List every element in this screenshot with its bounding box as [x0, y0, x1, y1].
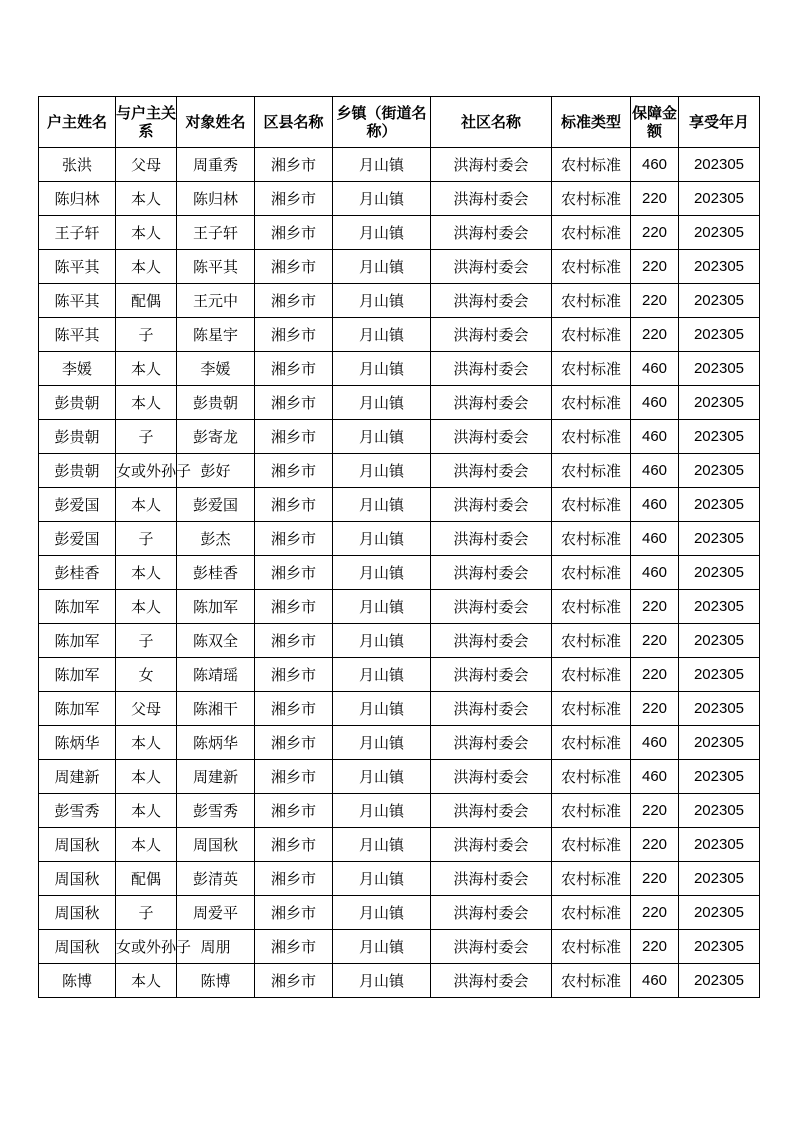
cell-community-name: 洪海村委会 — [431, 352, 552, 386]
cell-recipient-name: 彭爱国 — [177, 488, 255, 522]
cell-county-name: 湘乡市 — [255, 250, 333, 284]
cell-standard-type: 农村标准 — [552, 250, 631, 284]
table-row — [39, 318, 760, 352]
table-row — [39, 658, 760, 692]
column-header-recipient-name: 对象姓名 — [177, 97, 255, 148]
table-body — [39, 148, 760, 998]
cell-relation-to-householder: 女或外孙子 — [116, 930, 177, 964]
cell-county-name: 湘乡市 — [255, 862, 333, 896]
cell-recipient-name: 陈湘干 — [177, 692, 255, 726]
cell-allowance-amount: 460 — [631, 522, 679, 556]
cell-benefit-month: 202305 — [679, 148, 760, 182]
cell-township-name: 月山镇 — [333, 624, 431, 658]
cell-allowance-amount: 220 — [631, 896, 679, 930]
cell-township-name: 月山镇 — [333, 182, 431, 216]
cell-allowance-amount: 220 — [631, 624, 679, 658]
cell-standard-type: 农村标准 — [552, 658, 631, 692]
cell-benefit-month: 202305 — [679, 352, 760, 386]
column-header-standard-type: 标准类型 — [552, 97, 631, 148]
cell-community-name: 洪海村委会 — [431, 386, 552, 420]
cell-county-name: 湘乡市 — [255, 726, 333, 760]
cell-householder-name: 彭贵朝 — [39, 420, 116, 454]
cell-relation-to-householder: 配偶 — [116, 284, 177, 318]
cell-county-name: 湘乡市 — [255, 522, 333, 556]
cell-recipient-name: 周建新 — [177, 760, 255, 794]
table-row — [39, 250, 760, 284]
assistance-roster-table — [38, 96, 760, 998]
cell-county-name: 湘乡市 — [255, 930, 333, 964]
table-header — [39, 97, 760, 148]
cell-relation-to-householder: 本人 — [116, 488, 177, 522]
cell-county-name: 湘乡市 — [255, 318, 333, 352]
cell-standard-type: 农村标准 — [552, 726, 631, 760]
cell-township-name: 月山镇 — [333, 318, 431, 352]
cell-relation-to-householder: 子 — [116, 624, 177, 658]
column-header-allowance-amount: 保障金额 — [631, 97, 679, 148]
cell-recipient-name: 陈炳华 — [177, 726, 255, 760]
cell-recipient-name: 周国秋 — [177, 828, 255, 862]
table-row — [39, 352, 760, 386]
cell-recipient-name: 陈双全 — [177, 624, 255, 658]
cell-relation-to-householder: 本人 — [116, 182, 177, 216]
cell-standard-type: 农村标准 — [552, 556, 631, 590]
cell-benefit-month: 202305 — [679, 454, 760, 488]
cell-allowance-amount: 220 — [631, 182, 679, 216]
cell-community-name: 洪海村委会 — [431, 454, 552, 488]
cell-county-name: 湘乡市 — [255, 692, 333, 726]
cell-county-name: 湘乡市 — [255, 454, 333, 488]
cell-allowance-amount: 220 — [631, 216, 679, 250]
cell-community-name: 洪海村委会 — [431, 658, 552, 692]
cell-allowance-amount: 460 — [631, 488, 679, 522]
column-header-county-name: 区县名称 — [255, 97, 333, 148]
cell-householder-name: 陈博 — [39, 964, 116, 998]
cell-benefit-month: 202305 — [679, 726, 760, 760]
cell-recipient-name: 周重秀 — [177, 148, 255, 182]
cell-county-name: 湘乡市 — [255, 148, 333, 182]
cell-householder-name: 彭贵朝 — [39, 386, 116, 420]
cell-recipient-name: 陈平其 — [177, 250, 255, 284]
cell-recipient-name: 陈加军 — [177, 590, 255, 624]
table-row — [39, 556, 760, 590]
cell-township-name: 月山镇 — [333, 386, 431, 420]
cell-allowance-amount: 460 — [631, 760, 679, 794]
cell-recipient-name: 周爱平 — [177, 896, 255, 930]
cell-benefit-month: 202305 — [679, 862, 760, 896]
cell-householder-name: 张洪 — [39, 148, 116, 182]
cell-standard-type: 农村标准 — [552, 760, 631, 794]
cell-benefit-month: 202305 — [679, 658, 760, 692]
cell-benefit-month: 202305 — [679, 420, 760, 454]
cell-county-name: 湘乡市 — [255, 420, 333, 454]
cell-township-name: 月山镇 — [333, 556, 431, 590]
cell-householder-name: 彭贵朝 — [39, 454, 116, 488]
cell-township-name: 月山镇 — [333, 964, 431, 998]
table-row — [39, 896, 760, 930]
cell-recipient-name: 王子轩 — [177, 216, 255, 250]
cell-relation-to-householder: 本人 — [116, 250, 177, 284]
cell-township-name: 月山镇 — [333, 284, 431, 318]
cell-benefit-month: 202305 — [679, 318, 760, 352]
cell-standard-type: 农村标准 — [552, 318, 631, 352]
cell-benefit-month: 202305 — [679, 522, 760, 556]
cell-township-name: 月山镇 — [333, 726, 431, 760]
cell-county-name: 湘乡市 — [255, 182, 333, 216]
cell-benefit-month: 202305 — [679, 896, 760, 930]
cell-benefit-month: 202305 — [679, 692, 760, 726]
cell-standard-type: 农村标准 — [552, 522, 631, 556]
cell-relation-to-householder: 父母 — [116, 692, 177, 726]
header-row — [39, 97, 760, 148]
cell-benefit-month: 202305 — [679, 590, 760, 624]
cell-householder-name: 陈加军 — [39, 624, 116, 658]
cell-recipient-name: 彭贵朝 — [177, 386, 255, 420]
cell-benefit-month: 202305 — [679, 760, 760, 794]
table-row — [39, 216, 760, 250]
cell-relation-to-householder: 子 — [116, 896, 177, 930]
cell-standard-type: 农村标准 — [552, 930, 631, 964]
cell-township-name: 月山镇 — [333, 590, 431, 624]
table-row — [39, 794, 760, 828]
cell-community-name: 洪海村委会 — [431, 726, 552, 760]
table-row — [39, 726, 760, 760]
cell-township-name: 月山镇 — [333, 862, 431, 896]
cell-householder-name: 彭爱国 — [39, 488, 116, 522]
cell-benefit-month: 202305 — [679, 488, 760, 522]
cell-county-name: 湘乡市 — [255, 624, 333, 658]
table-row — [39, 692, 760, 726]
cell-householder-name: 陈加军 — [39, 658, 116, 692]
cell-county-name: 湘乡市 — [255, 556, 333, 590]
table-row — [39, 284, 760, 318]
column-header-community-name: 社区名称 — [431, 97, 552, 148]
cell-township-name: 月山镇 — [333, 216, 431, 250]
cell-county-name: 湘乡市 — [255, 352, 333, 386]
cell-county-name: 湘乡市 — [255, 828, 333, 862]
cell-standard-type: 农村标准 — [552, 386, 631, 420]
cell-county-name: 湘乡市 — [255, 794, 333, 828]
cell-householder-name: 周国秋 — [39, 930, 116, 964]
cell-benefit-month: 202305 — [679, 794, 760, 828]
cell-allowance-amount: 460 — [631, 148, 679, 182]
cell-relation-to-householder: 本人 — [116, 216, 177, 250]
cell-township-name: 月山镇 — [333, 930, 431, 964]
cell-householder-name: 周建新 — [39, 760, 116, 794]
cell-standard-type: 农村标准 — [552, 964, 631, 998]
cell-relation-to-householder: 本人 — [116, 726, 177, 760]
cell-allowance-amount: 460 — [631, 726, 679, 760]
cell-recipient-name: 陈归林 — [177, 182, 255, 216]
cell-householder-name: 陈平其 — [39, 284, 116, 318]
column-header-township-name: 乡镇（街道名称） — [333, 97, 431, 148]
cell-standard-type: 农村标准 — [552, 420, 631, 454]
cell-township-name: 月山镇 — [333, 692, 431, 726]
cell-householder-name: 陈平其 — [39, 250, 116, 284]
cell-standard-type: 农村标准 — [552, 896, 631, 930]
cell-township-name: 月山镇 — [333, 828, 431, 862]
cell-recipient-name: 陈靖瑶 — [177, 658, 255, 692]
cell-relation-to-householder: 本人 — [116, 760, 177, 794]
cell-relation-to-householder: 本人 — [116, 828, 177, 862]
cell-standard-type: 农村标准 — [552, 590, 631, 624]
cell-benefit-month: 202305 — [679, 182, 760, 216]
cell-allowance-amount: 460 — [631, 352, 679, 386]
cell-community-name: 洪海村委会 — [431, 794, 552, 828]
cell-benefit-month: 202305 — [679, 828, 760, 862]
cell-recipient-name: 陈博 — [177, 964, 255, 998]
cell-recipient-name: 彭寄龙 — [177, 420, 255, 454]
cell-relation-to-householder: 子 — [116, 522, 177, 556]
cell-community-name: 洪海村委会 — [431, 624, 552, 658]
cell-relation-to-householder: 本人 — [116, 964, 177, 998]
cell-allowance-amount: 220 — [631, 250, 679, 284]
cell-benefit-month: 202305 — [679, 556, 760, 590]
cell-benefit-month: 202305 — [679, 284, 760, 318]
cell-benefit-month: 202305 — [679, 964, 760, 998]
table-row — [39, 182, 760, 216]
table-row — [39, 930, 760, 964]
cell-township-name: 月山镇 — [333, 658, 431, 692]
cell-benefit-month: 202305 — [679, 930, 760, 964]
cell-relation-to-householder: 本人 — [116, 794, 177, 828]
cell-householder-name: 陈归林 — [39, 182, 116, 216]
cell-householder-name: 王子轩 — [39, 216, 116, 250]
cell-community-name: 洪海村委会 — [431, 760, 552, 794]
cell-relation-to-householder: 女或外孙子 — [116, 454, 177, 488]
table-row — [39, 590, 760, 624]
cell-recipient-name: 彭清英 — [177, 862, 255, 896]
column-header-householder-name: 户主姓名 — [39, 97, 116, 148]
cell-county-name: 湘乡市 — [255, 284, 333, 318]
cell-householder-name: 彭桂香 — [39, 556, 116, 590]
cell-householder-name: 彭雪秀 — [39, 794, 116, 828]
cell-recipient-name: 周朋 — [177, 930, 255, 964]
cell-township-name: 月山镇 — [333, 352, 431, 386]
cell-community-name: 洪海村委会 — [431, 828, 552, 862]
cell-householder-name: 陈加军 — [39, 590, 116, 624]
cell-standard-type: 农村标准 — [552, 828, 631, 862]
table-row — [39, 862, 760, 896]
cell-householder-name: 陈平其 — [39, 318, 116, 352]
cell-community-name: 洪海村委会 — [431, 216, 552, 250]
cell-allowance-amount: 220 — [631, 284, 679, 318]
cell-allowance-amount: 460 — [631, 454, 679, 488]
cell-community-name: 洪海村委会 — [431, 420, 552, 454]
cell-community-name: 洪海村委会 — [431, 250, 552, 284]
cell-householder-name: 周国秋 — [39, 862, 116, 896]
cell-county-name: 湘乡市 — [255, 386, 333, 420]
cell-township-name: 月山镇 — [333, 250, 431, 284]
cell-householder-name: 陈加军 — [39, 692, 116, 726]
cell-allowance-amount: 220 — [631, 828, 679, 862]
cell-benefit-month: 202305 — [679, 624, 760, 658]
cell-standard-type: 农村标准 — [552, 692, 631, 726]
cell-community-name: 洪海村委会 — [431, 522, 552, 556]
table-row — [39, 454, 760, 488]
cell-county-name: 湘乡市 — [255, 488, 333, 522]
cell-community-name: 洪海村委会 — [431, 556, 552, 590]
cell-allowance-amount: 220 — [631, 862, 679, 896]
cell-county-name: 湘乡市 — [255, 658, 333, 692]
table-row — [39, 148, 760, 182]
cell-allowance-amount: 220 — [631, 658, 679, 692]
cell-allowance-amount: 220 — [631, 590, 679, 624]
cell-relation-to-householder: 本人 — [116, 590, 177, 624]
cell-community-name: 洪海村委会 — [431, 488, 552, 522]
cell-community-name: 洪海村委会 — [431, 148, 552, 182]
cell-township-name: 月山镇 — [333, 488, 431, 522]
table-row — [39, 964, 760, 998]
cell-recipient-name: 李媛 — [177, 352, 255, 386]
cell-community-name: 洪海村委会 — [431, 692, 552, 726]
cell-standard-type: 农村标准 — [552, 454, 631, 488]
cell-township-name: 月山镇 — [333, 454, 431, 488]
column-header-relation-to-householder: 与户主关系 — [116, 97, 177, 148]
column-header-benefit-month: 享受年月 — [679, 97, 760, 148]
cell-recipient-name: 王元中 — [177, 284, 255, 318]
cell-standard-type: 农村标准 — [552, 488, 631, 522]
cell-relation-to-householder: 子 — [116, 420, 177, 454]
cell-benefit-month: 202305 — [679, 386, 760, 420]
cell-recipient-name: 彭杰 — [177, 522, 255, 556]
cell-allowance-amount: 460 — [631, 386, 679, 420]
cell-householder-name: 彭爱国 — [39, 522, 116, 556]
cell-community-name: 洪海村委会 — [431, 862, 552, 896]
cell-allowance-amount: 220 — [631, 318, 679, 352]
cell-allowance-amount: 220 — [631, 692, 679, 726]
table-row — [39, 522, 760, 556]
cell-community-name: 洪海村委会 — [431, 284, 552, 318]
cell-recipient-name: 彭好 — [177, 454, 255, 488]
cell-householder-name: 李媛 — [39, 352, 116, 386]
cell-township-name: 月山镇 — [333, 760, 431, 794]
cell-township-name: 月山镇 — [333, 420, 431, 454]
cell-relation-to-householder: 配偶 — [116, 862, 177, 896]
cell-relation-to-householder: 父母 — [116, 148, 177, 182]
cell-recipient-name: 彭雪秀 — [177, 794, 255, 828]
table-row — [39, 828, 760, 862]
cell-benefit-month: 202305 — [679, 216, 760, 250]
cell-allowance-amount: 220 — [631, 930, 679, 964]
cell-allowance-amount: 220 — [631, 794, 679, 828]
cell-standard-type: 农村标准 — [552, 624, 631, 658]
table-row — [39, 386, 760, 420]
cell-community-name: 洪海村委会 — [431, 318, 552, 352]
cell-county-name: 湘乡市 — [255, 964, 333, 998]
cell-township-name: 月山镇 — [333, 148, 431, 182]
cell-county-name: 湘乡市 — [255, 216, 333, 250]
cell-community-name: 洪海村委会 — [431, 930, 552, 964]
cell-householder-name: 陈炳华 — [39, 726, 116, 760]
cell-householder-name: 周国秋 — [39, 896, 116, 930]
cell-relation-to-householder: 本人 — [116, 556, 177, 590]
cell-community-name: 洪海村委会 — [431, 182, 552, 216]
cell-relation-to-householder: 女 — [116, 658, 177, 692]
cell-allowance-amount: 460 — [631, 964, 679, 998]
cell-township-name: 月山镇 — [333, 522, 431, 556]
cell-county-name: 湘乡市 — [255, 590, 333, 624]
table-row — [39, 488, 760, 522]
cell-standard-type: 农村标准 — [552, 794, 631, 828]
cell-recipient-name: 陈星宇 — [177, 318, 255, 352]
cell-standard-type: 农村标准 — [552, 182, 631, 216]
cell-township-name: 月山镇 — [333, 896, 431, 930]
cell-standard-type: 农村标准 — [552, 148, 631, 182]
cell-relation-to-householder: 本人 — [116, 352, 177, 386]
cell-standard-type: 农村标准 — [552, 284, 631, 318]
cell-allowance-amount: 460 — [631, 556, 679, 590]
cell-standard-type: 农村标准 — [552, 862, 631, 896]
cell-county-name: 湘乡市 — [255, 896, 333, 930]
cell-relation-to-householder: 本人 — [116, 386, 177, 420]
table-row — [39, 760, 760, 794]
table-row — [39, 420, 760, 454]
cell-recipient-name: 彭桂香 — [177, 556, 255, 590]
cell-community-name: 洪海村委会 — [431, 896, 552, 930]
cell-benefit-month: 202305 — [679, 250, 760, 284]
cell-community-name: 洪海村委会 — [431, 964, 552, 998]
cell-county-name: 湘乡市 — [255, 760, 333, 794]
cell-relation-to-householder: 子 — [116, 318, 177, 352]
cell-allowance-amount: 460 — [631, 420, 679, 454]
cell-householder-name: 周国秋 — [39, 828, 116, 862]
cell-community-name: 洪海村委会 — [431, 590, 552, 624]
cell-standard-type: 农村标准 — [552, 216, 631, 250]
table-row — [39, 624, 760, 658]
cell-standard-type: 农村标准 — [552, 352, 631, 386]
cell-township-name: 月山镇 — [333, 794, 431, 828]
